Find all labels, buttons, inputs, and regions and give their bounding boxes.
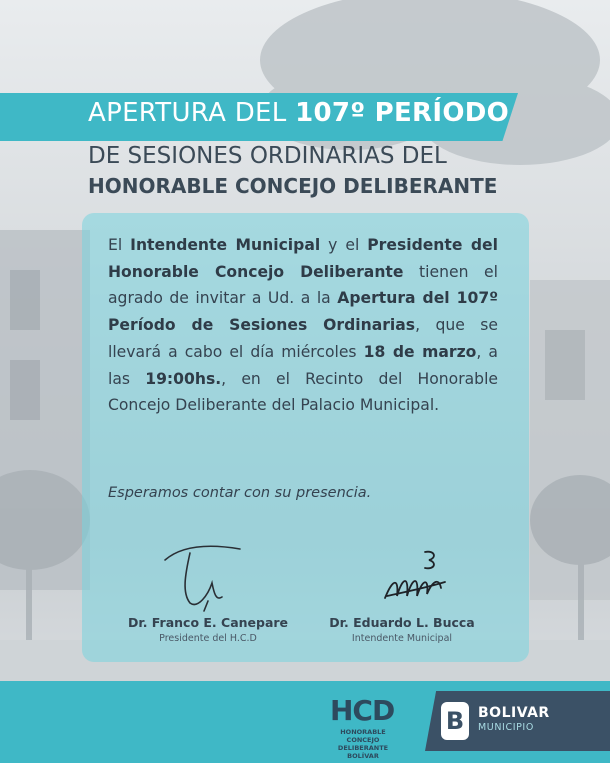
signer-role: Intendente Municipal bbox=[351, 633, 453, 644]
closing-line: Esperamos contar con su presencia. bbox=[108, 485, 372, 501]
body-text: y el bbox=[320, 236, 368, 254]
body-text: , a las bbox=[108, 342, 498, 388]
signature-block-intendente bbox=[322, 615, 482, 644]
hcd-logo-caption bbox=[326, 728, 400, 760]
hcd-logo-caption-line: HONORABLE CONCEJO bbox=[340, 728, 386, 744]
hcd-logo-caption-line: DELIBERANTE BOLÍVAR bbox=[337, 744, 389, 760]
signer-name: Dr. Franco E. Canepare bbox=[127, 615, 289, 630]
body-bold: Apertura del 107º Período de Sesiones Ordinarias bbox=[108, 289, 498, 335]
body-text: , que se llevará a cabo el día miércoles bbox=[108, 316, 498, 361]
title-line-1-prefix: APERTURA DEL bbox=[88, 98, 296, 128]
invitation-body bbox=[108, 232, 498, 419]
title-line-2: DE SESIONES ORDINARIAS DEL bbox=[88, 143, 447, 169]
signature-bucca bbox=[375, 548, 455, 608]
body-text: , en el Recinto del Honorable Concejo Deliberante del Palacio Municipal. bbox=[108, 369, 498, 415]
bolivar-subtitle: MUNICIPIO bbox=[478, 722, 534, 733]
bolivar-name: BOLIVAR bbox=[478, 705, 550, 721]
signature-block-president bbox=[126, 615, 290, 644]
signature-canepare bbox=[150, 535, 260, 615]
body-text: tienen el agrado de invitar a Ud. a la bbox=[108, 262, 498, 308]
title-line-3: HONORABLE CONCEJO DELIBERANTE bbox=[88, 174, 498, 198]
body-bold: Intendente Municipal bbox=[130, 236, 321, 254]
signer-name: Dr. Eduardo L. Bucca bbox=[329, 615, 475, 630]
body-bold: 19:00hs. bbox=[145, 369, 222, 388]
signer-role: Presidente del H.C.D bbox=[159, 633, 257, 644]
bolivar-b-icon: B bbox=[441, 702, 469, 740]
hcd-logo: HCD bbox=[330, 694, 395, 727]
title-line-1-bold: 107º PERÍODO bbox=[295, 98, 510, 128]
body-bold: Presidente del Honorable Concejo Deliberante bbox=[108, 236, 498, 281]
body-text: El bbox=[108, 236, 131, 254]
body-bold: 18 de marzo bbox=[363, 342, 477, 361]
title-line-1 bbox=[88, 98, 509, 128]
